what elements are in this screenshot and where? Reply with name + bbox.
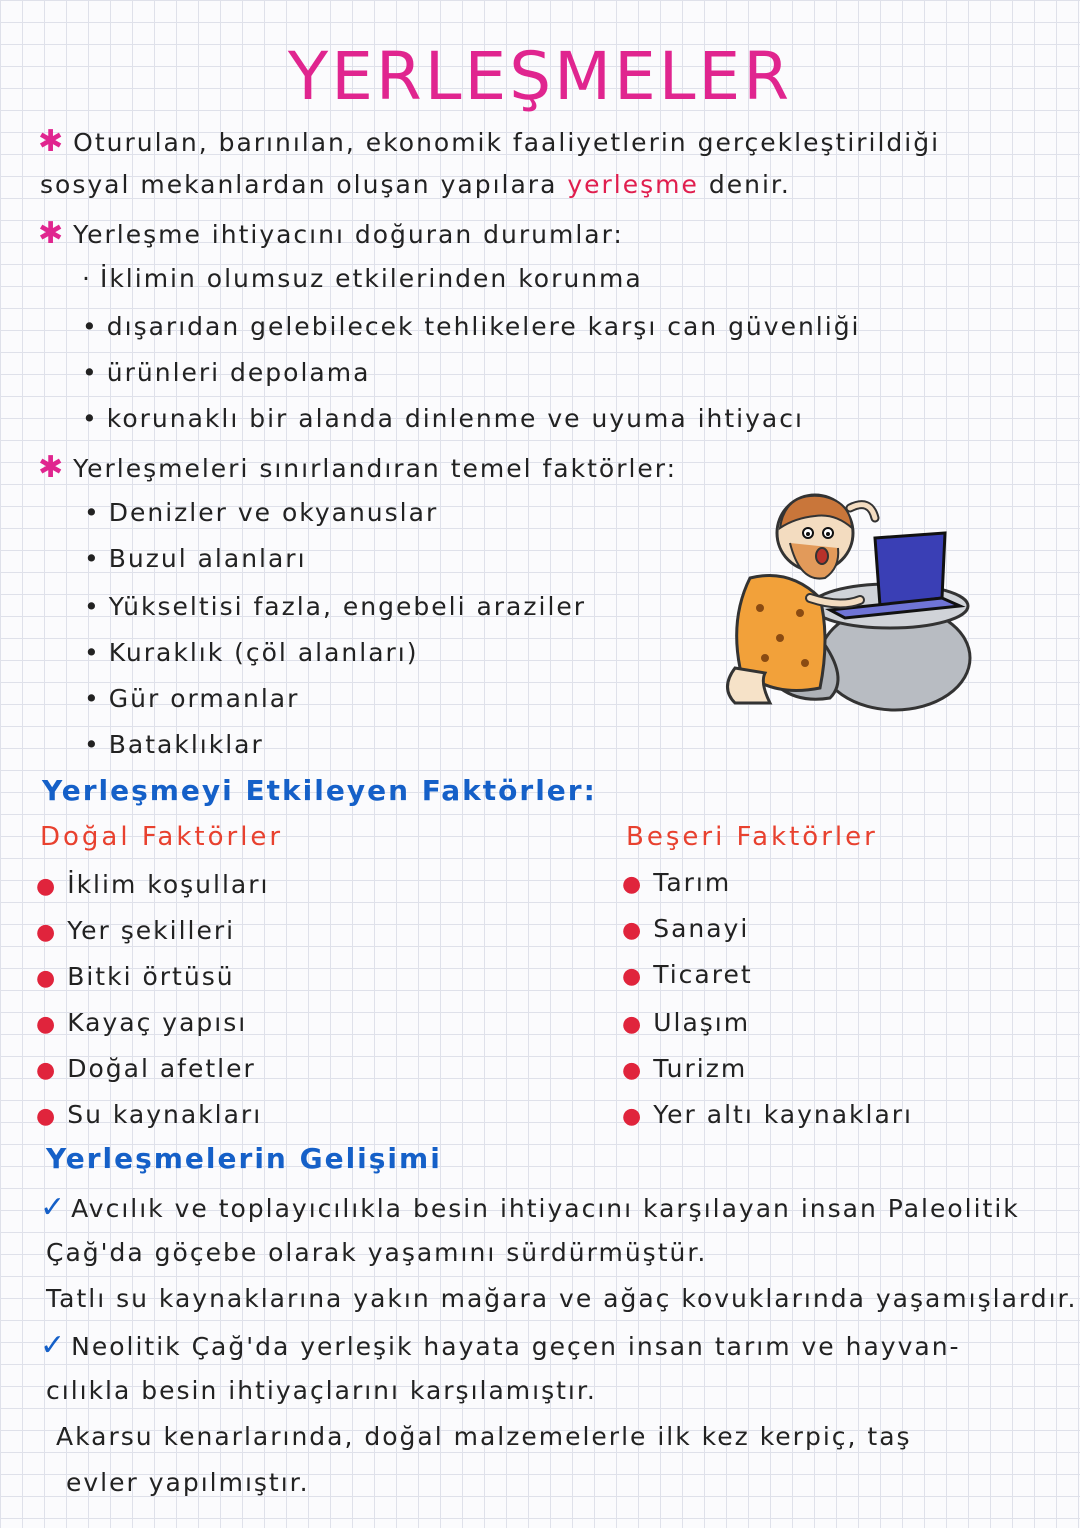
development-p3-line: evler yapılmıştır. [66,1468,310,1497]
page-title: YERLEŞMELER [287,38,793,115]
development-p2-line: ✓ Neolitik Çağ'da yerleşik hayata geçen insan tarım ve hayvan- [40,1328,961,1363]
human-factor-item: ● Ticaret [622,960,753,989]
needs-item: • dışarıdan gelebilecek tehlikelere karşı can güvenliği [82,312,861,341]
development-p3-line: Akarsu kenarlarında, doğal malzemelerle ilk kez kerpiç, taş [56,1422,912,1451]
development-p1-line: ✓ Avcılık ve toplayıcılıkla besin ihtiyacını karşılayan insan Paleolitik [40,1190,1020,1225]
limits-item: • Yükseltisi fazla, engebeli araziler [84,592,587,621]
natural-factor-item: ● Su kaynakları [36,1100,263,1129]
checkmark-icon: ✓ [40,1190,68,1225]
human-factors-title: Beşeri Faktörler [626,822,878,852]
needs-heading: ✱ Yerleşme ihtiyacını doğuran durumlar: [38,216,624,251]
development-p2-line: cılıkla besin ihtiyaçlarını karşılamıştır. [46,1376,597,1405]
limits-heading: ✱ Yerleşmeleri sınırlandıran temel faktörler: [38,450,678,485]
caveman-computer-illustration [710,488,975,718]
development-p1-line: Çağ'da göçebe olarak yaşamını sürdürmüştür. [46,1238,708,1267]
natural-factor-item: ● Bitki örtüsü [36,962,235,991]
limits-item: • Buzul alanları [84,544,307,573]
limits-item: • Gür ormanlar [84,684,300,713]
star-bullet-icon: ✱ [38,124,66,159]
development-p1-line: Tatlı su kaynaklarına yakın mağara ve ağaç kovuklarında yaşamışlardır. [46,1284,1078,1313]
needs-item: · İklimin olumsuz etkilerinden korunma [82,264,643,293]
natural-factors-title: Doğal Faktörler [40,822,284,852]
development-heading: Yerleşmelerin Gelişimi [46,1142,442,1175]
checkmark-icon: ✓ [40,1328,68,1363]
natural-factor-item: ● Doğal afetler [36,1054,256,1083]
star-bullet-icon: ✱ [38,216,66,251]
human-factor-item: ● Ulaşım [622,1008,751,1037]
limits-item: • Kuraklık (çöl alanları) [84,638,419,667]
intro-line-1: ✱ Oturulan, barınılan, ekonomik faaliyetlerin gerçekleştirildiği [38,124,941,159]
natural-factor-item: ● Kayaç yapısı [36,1008,248,1037]
limits-item: • Bataklıklar [84,730,264,759]
needs-item: • korunaklı bir alanda dinlenme ve uyuma ihtiyacı [82,404,804,433]
intro-line-2: sosyal mekanlardan oluşan yapılara yerleşme denir. [40,170,791,199]
human-factor-item: ● Yer altı kaynakları [622,1100,914,1129]
human-factor-item: ● Turizm [622,1054,748,1083]
limits-item: • Denizler ve okyanuslar [84,498,439,527]
natural-factor-item: ● Yer şekilleri [36,916,236,945]
keyword-yerlesme: yerleşme [567,170,699,199]
human-factor-item: ● Tarım [622,868,732,897]
natural-factor-item: ● İklim koşulları [36,870,270,899]
star-bullet-icon: ✱ [38,450,66,485]
needs-item: • ürünleri depolama [82,358,371,387]
human-factor-item: ● Sanayi [622,914,750,943]
factors-heading: Yerleşmeyi Etkileyen Faktörler: [42,774,597,807]
